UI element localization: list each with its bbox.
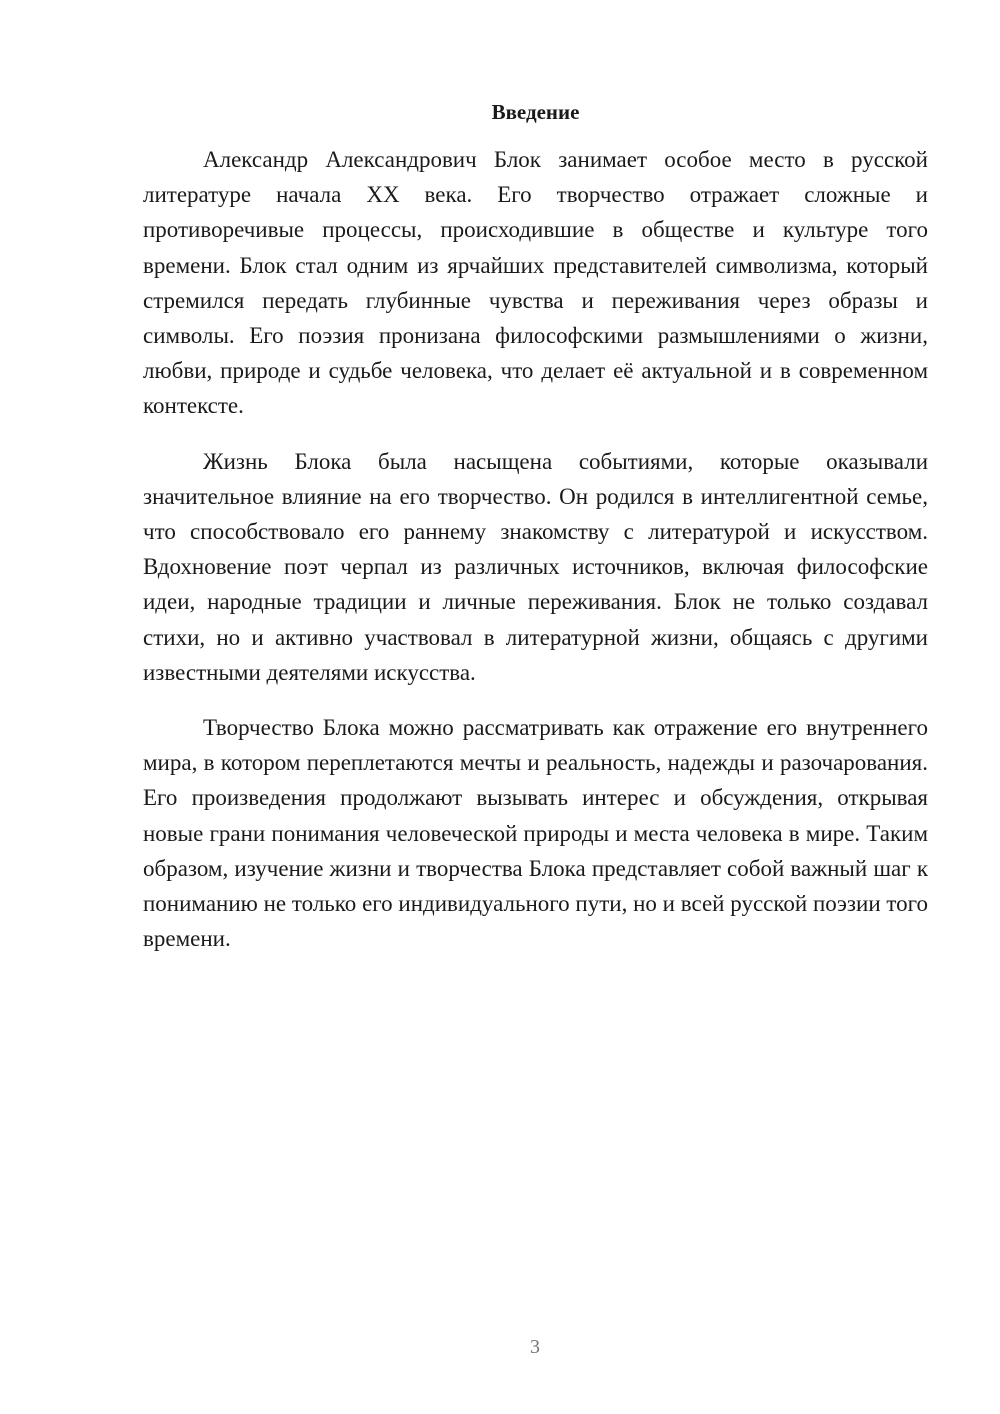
paragraph-conclusion: Творчество Блока можно рассматривать как отражение его внутреннего мира, в котором переплетаются мечты и реальность, надежды и разочарования. Его произведения продолжают вызывать интерес и обсуждения, открывая новые грани понимания человеческой природы и места человека в мире. Таким образом, изучение жизни и творчества Блока представляет собой важный шаг к пониманию не только его индивидуального пути, но и всей русской поэзии того времени. [143,715,928,952]
body-text [143,142,928,976]
paragraph-intro: Александр Александрович Блок занимает особое место в русской литературе начала XX века. Его творчество отражает сложные и противоречивые процессы, происходившие в обществе и культуре того времени. Блок стал одним из ярчайших представителей символизма, который стремился передать глубинные чувства и переживания через образы и символы. Его поэзия пронизана философскими размышлениями о жизни, любви, природе и судьбе человека, что делает её актуальной и в современном контексте. [143,147,928,419]
section-heading: Введение [491,100,580,124]
page-number: 3 [530,1336,540,1358]
paragraph-biography: Жизнь Блока была насыщена событиями, которые оказывали значительное влияние на его творчество. Он родился в интеллигентной семье, что способствовало его раннему знакомству с литературой и искусством. Вдохновение поэт черпал из различных источников, включая философские идеи, народные традиции и личные переживания. Блок не только создавал стихи, но и активно участвовал в литературной жизни, общаясь с другими известными деятелями искусства. [143,448,928,685]
